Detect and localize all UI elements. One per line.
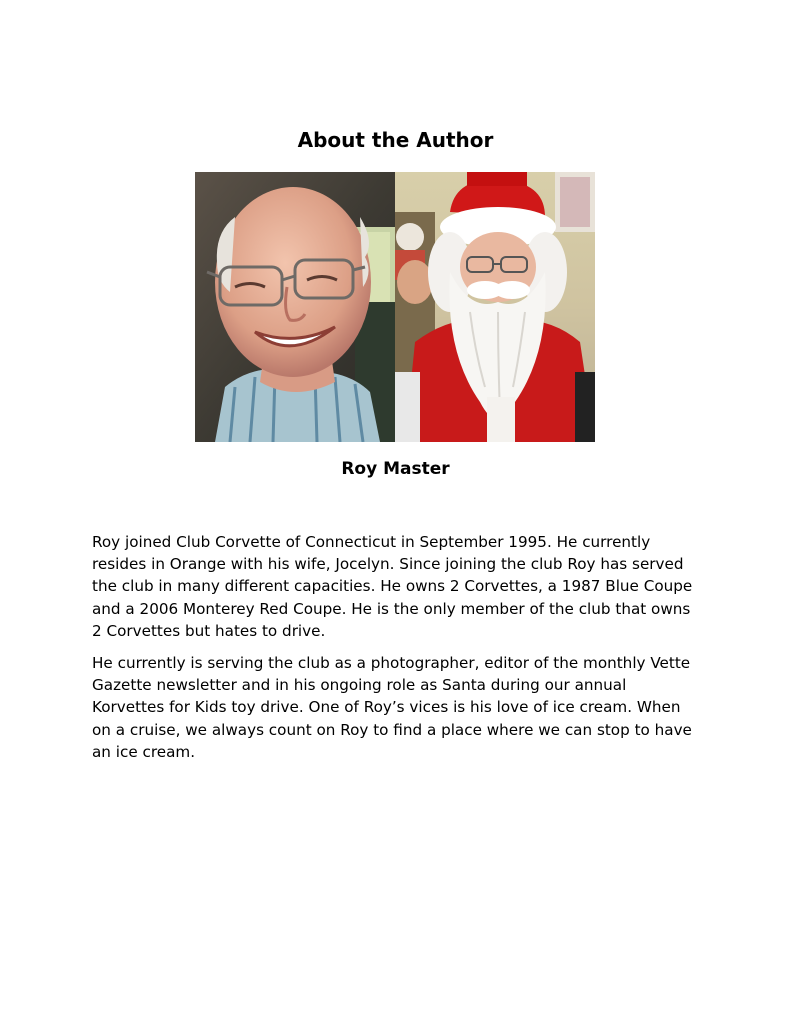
bio-paragraph: He currently is serving the club as a photographer, editor of the monthly Vette Gazette newsletter and in his ongoing role as Santa during our annual Korvettes for Kids toy drive. One of Roy’s vices is his love of ice cream. When on a cruise, we always count on Roy to find a place where we can stop to have an ice cream. — [92, 654, 692, 761]
bio-paragraph: Roy joined Club Corvette of Connecticut in September 1995. He currently resides in Orange with his wife, Jocelyn. Since joining the club Roy has served the club in many different capacities. He owns 2 Corvettes, a 1987 Blue Coupe and a 2006 Monterey Red Coupe. He is the only member of the club that owns 2 Corvettes but hates to drive. — [92, 533, 693, 640]
author-photos — [195, 172, 595, 442]
author-name-caption: Roy Master — [341, 459, 450, 479]
author-portrait-photo — [195, 172, 395, 442]
page-title: About the Author — [297, 128, 494, 152]
santa-costume-photo — [395, 172, 595, 442]
